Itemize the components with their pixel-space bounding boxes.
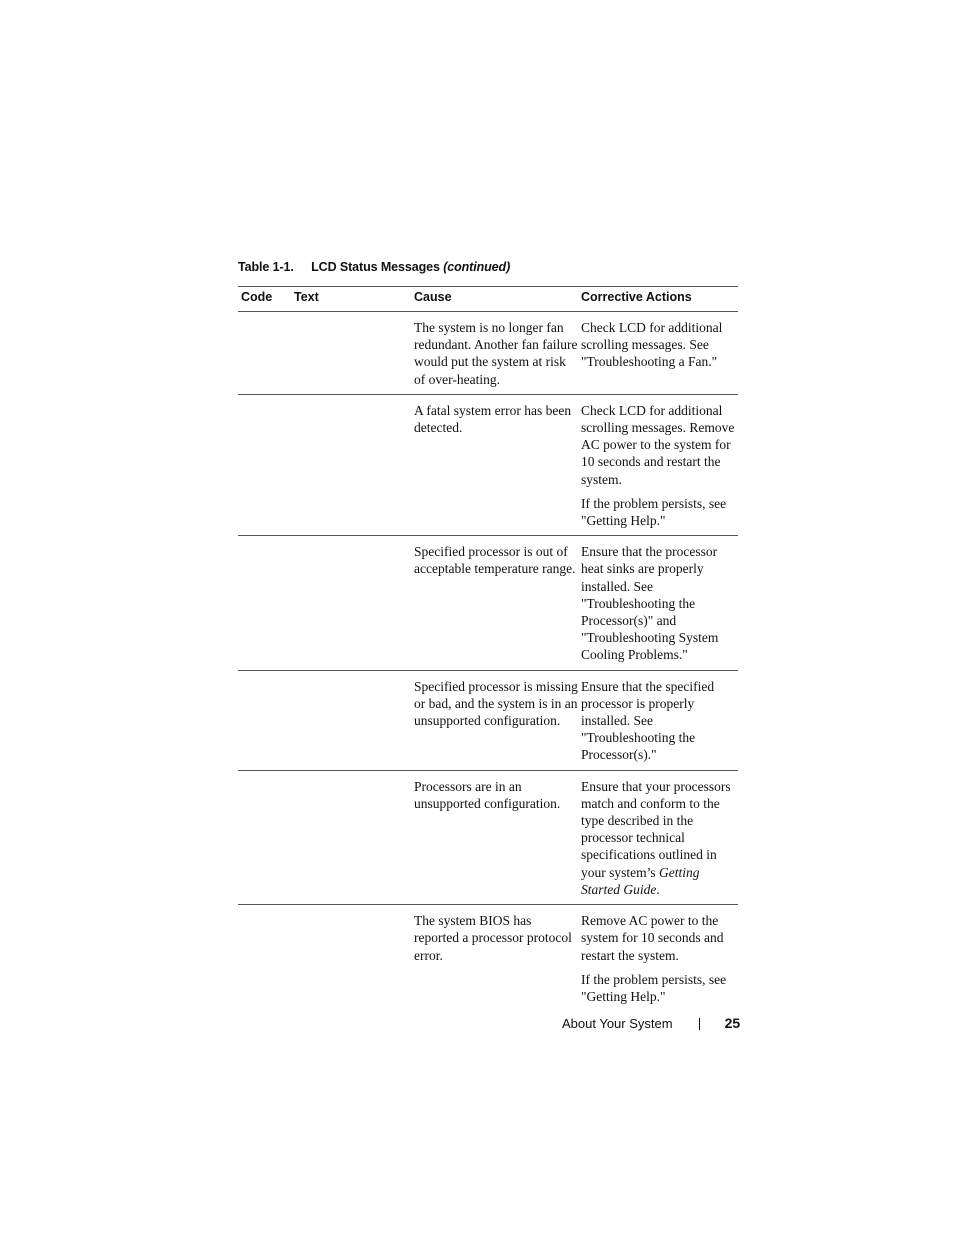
cell-actions	[579, 312, 738, 395]
cell-cause: Specified processor is out of acceptable temperature range.	[412, 536, 579, 670]
actions-extra-text: If the problem persists, see "Getting Help."	[581, 971, 727, 1004]
table-row	[238, 770, 738, 904]
actions-extra-text: If the problem persists, see "Getting Help."	[581, 495, 727, 529]
cell-text	[291, 312, 412, 395]
cell-text	[291, 536, 412, 670]
cell-actions	[579, 536, 738, 670]
cell-cause: Specified processor is missing or bad, and the system is in an unsupported configuration.	[412, 670, 579, 770]
cell-actions	[579, 770, 738, 904]
table-caption	[238, 260, 510, 274]
cell-code	[238, 670, 291, 770]
table-row	[238, 394, 738, 535]
cell-code	[238, 312, 291, 395]
table-row	[238, 312, 738, 395]
cell-code	[238, 770, 291, 904]
cell-code	[238, 905, 291, 1012]
cell-actions	[579, 394, 738, 535]
footer-section-title: About Your System	[562, 1016, 673, 1031]
actions-guide-title: Getting Started Guide	[581, 864, 700, 897]
page-footer	[562, 1015, 740, 1031]
actions-text: Check LCD for additional scrolling messages. Remove AC power to the system for 10 seconds and restart the system.	[581, 402, 735, 487]
table-number: Table 1-1.	[238, 260, 294, 274]
table-title: LCD Status Messages	[311, 260, 440, 274]
header-code: Code	[238, 287, 291, 312]
actions-text: Check LCD for additional scrolling messages. See "Troubleshooting a Fan."	[581, 320, 723, 370]
actions-text: Ensure that the processor heat sinks are properly installed. See "Troubleshooting the Processor(s)" and "Troubleshooting System Cooling Problems."	[581, 544, 719, 663]
actions-end-punct: .	[656, 881, 660, 897]
cell-actions	[579, 905, 738, 1012]
cell-text	[291, 905, 412, 1012]
page-number: 25	[724, 1015, 741, 1031]
cell-text	[291, 670, 412, 770]
header-corrective-actions: Corrective Actions	[579, 287, 738, 312]
actions-text: Ensure that your processors match and conform to the type described in the processor technical specifications outlined in your system’s	[581, 778, 731, 880]
table-header-row	[238, 287, 738, 312]
cell-cause: A fatal system error has been detected.	[412, 394, 579, 535]
cell-text	[291, 770, 412, 904]
table-row	[238, 905, 738, 1012]
cell-cause: The system BIOS has reported a processor protocol error.	[414, 913, 572, 963]
actions-text: Remove AC power to the system for 10 seconds and restart the system.	[581, 913, 724, 963]
cell-cause: Processors are in an unsupported configuration.	[412, 770, 579, 904]
lcd-status-table	[238, 286, 738, 1011]
table-row	[238, 536, 738, 670]
header-text: Text	[291, 287, 412, 312]
footer-separator	[699, 1018, 700, 1030]
cell-code	[238, 536, 291, 670]
header-cause: Cause	[412, 287, 579, 312]
cell-text	[291, 394, 412, 535]
table-continued-label: (continued)	[443, 260, 511, 274]
actions-text: Ensure that the specified processor is properly installed. See "Troubleshooting the Processor(s)."	[581, 678, 715, 763]
cell-code	[238, 394, 291, 535]
cell-cause: The system is no longer fan redundant. Another fan failure would put the system at risk of over-heating.	[412, 312, 579, 395]
cell-actions	[579, 670, 738, 770]
table-row	[238, 670, 738, 770]
